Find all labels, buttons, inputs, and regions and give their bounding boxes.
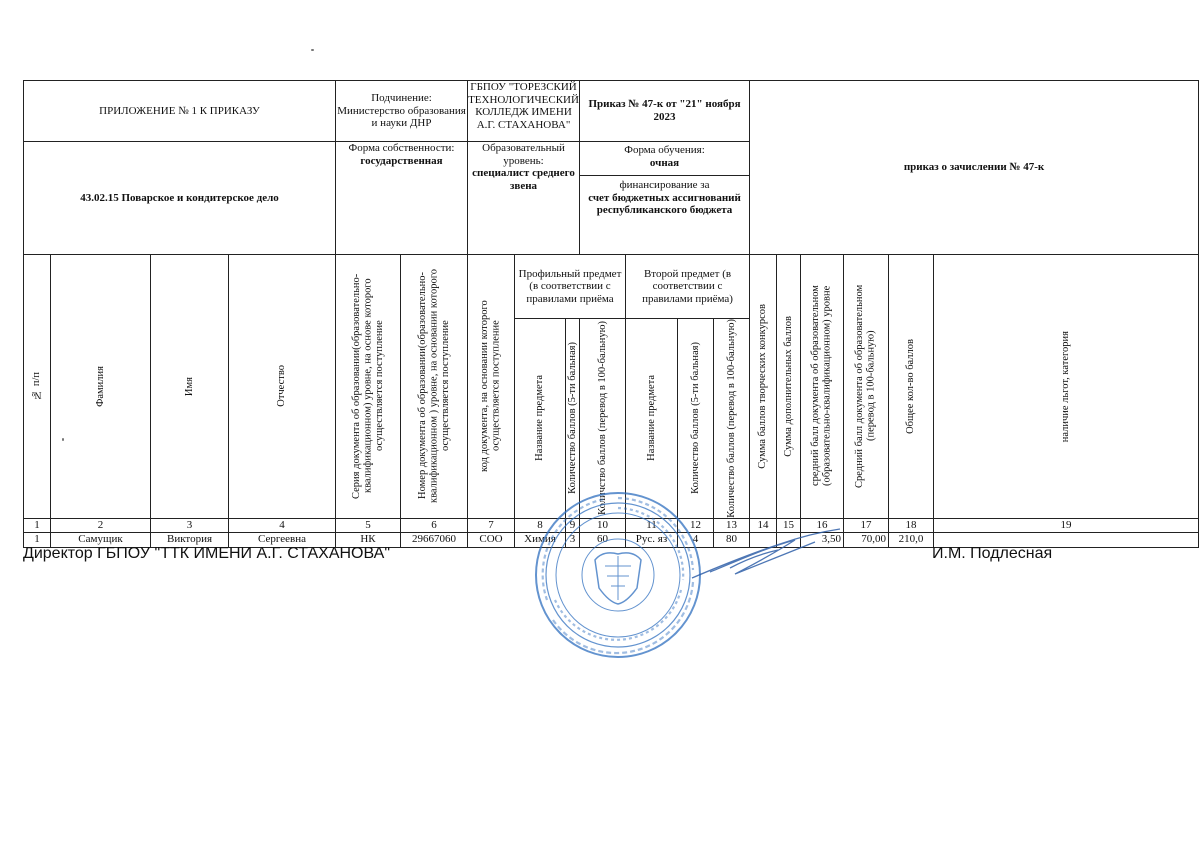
col-number: 13 [714,518,750,532]
cell-patronymic: Сергеевна [229,532,336,547]
col-avg-doc-100-label: Средний балл документа об образовательном (перевод в 100-бальную) [854,284,878,488]
level-value: специалист среднего звена [472,167,575,192]
official-stamp [533,490,703,660]
col-number: 9 [566,518,580,532]
financing-label: финансирование за [619,179,710,191]
director-name: И.М. Подлесная [932,545,1053,562]
level-label: Образовательный уровень: [482,142,565,167]
study-form-block [580,142,749,176]
col-avg-doc-label: средний балл документа об образовательном (образовательно-квалификационном) уровне [810,285,834,487]
col-number: 16 [801,518,844,532]
director-title: Директор ГБПОУ "ТТК ИМЕНИ А.Г. СТАХАНОВА" [23,545,390,562]
cell-score5: 3 [566,532,580,547]
col-creative-sum-header [750,255,777,519]
col-privileges-label: наличие льгот, категория [1060,330,1072,442]
col-total-label: Общее кол-во баллов [905,338,917,434]
col-extra-sum-header [777,255,801,519]
cell-avg-doc: 3,50 [801,532,844,547]
col-number: 19 [934,518,1199,532]
level-cell [468,142,580,255]
study-form-value: очная [649,156,680,169]
col-patronymic-header [229,255,336,519]
study-form-label: Форма обучения: [624,144,705,156]
appendix-title: ПРИЛОЖЕНИЕ № 1 К ПРИКАЗУ [24,81,336,142]
subordination-cell [336,81,468,142]
col-privileges-header [934,255,1199,519]
enrollment-table [23,80,1199,548]
col-number: 1 [24,518,51,532]
ownership-cell [336,142,468,255]
col-num-label: № п/п [31,372,43,401]
enrollment-order: приказ о зачислении № 47-к [750,81,1199,255]
cell-avg-doc-100: 70,00 [844,532,889,547]
col-avg-doc-header [801,255,844,519]
col-score5-header [566,319,580,519]
col-score100-2-header [714,319,750,519]
financing-value: счет бюджетных ассигнований республиканского бюджета [588,191,741,217]
col-creative-sum-label: Сумма баллов творческих конкурсов [757,304,769,469]
cell-total: 210,0 [889,532,934,547]
col-number: 15 [777,518,801,532]
col-name-label: Имя [183,376,195,396]
cell-subject1: Химия [515,532,566,547]
ownership-value: государственная [360,154,443,167]
col-doc-number-header [401,255,468,519]
cell-doc-number: 29667060 [401,532,468,547]
cell-name: Виктория [151,532,229,547]
col-number: 18 [889,518,934,532]
col-number: 14 [750,518,777,532]
col-number: 2 [51,518,151,532]
col-number: 3 [151,518,229,532]
col-number: 12 [678,518,714,532]
col-subject1-header [515,319,566,519]
col-number: 17 [844,518,889,532]
col-score100-2-label: Количество баллов (перевод в 100-бальную) [725,319,737,518]
col-avg-doc-100-header [844,255,889,519]
col-subject2-header [626,319,678,519]
col-total-header [889,255,934,519]
scan-speck [311,49,314,51]
col-extra-sum-label: Сумма дополнительных баллов [782,315,794,457]
col-subject1-label: Название предмета [534,375,546,462]
second-subject-group: Второй предмет (в соответствии с правилами приёма) [626,255,750,319]
cell-doc-code: СОО [468,532,515,547]
col-doc-code-header [468,255,515,519]
col-score5-label: Количество баллов (5-ти бальная) [566,342,578,495]
col-surname-label: Фамилия [94,365,106,407]
cell-doc-series: НК [336,532,401,547]
col-score100-header [580,319,626,519]
subordination-value: Министерство образования и науки ДНР [337,104,466,130]
cell-score100: 60 [580,532,626,547]
col-doc-number-label: Номер документа об образовании(образовательно-квалификационном ) уровне, на основании которого осуществляется поступление [416,269,451,504]
specialty: 43.02.15 Поварское и кондитерское дело [24,142,336,255]
col-score100-label: Количство баллов (перевод в 100-бальную) [596,321,608,516]
institution-name: ГБПОУ "ТОРЕЗСКИЙ ТЕХНОЛОГИЧЕСКИЙ КОЛЛЕДЖ ИМЕНИ А.Г. СТАХАНОВА" [468,81,580,142]
cell-score5-2: 4 [678,532,714,547]
cell-surname: Самущик [51,532,151,547]
col-num-header [24,255,51,519]
col-surname-header [51,255,151,519]
col-patronymic-label: Отчество [276,365,288,408]
col-score5-2-label: Количество баллов (5-ти бальная) [689,342,701,495]
col-number: 5 [336,518,401,532]
col-name-header [151,255,229,519]
ownership-label: Форма собственности: [348,142,455,154]
cell-score100-2: 80 [714,532,750,547]
order-number: Приказ № 47-к от "21" ноября 2023 [580,81,750,142]
cell-num: 1 [24,532,51,547]
study-form-cell [580,142,750,255]
col-doc-code-label: код документа, на основании которого осуществляется поступление [479,300,502,473]
profile-subject-group: Профильный предмет (в соответствии с правилами приёма [515,255,626,319]
col-number: 4 [229,518,336,532]
col-number: 7 [468,518,515,532]
col-subject2-label: Название предмета [645,375,657,462]
col-number: 6 [401,518,468,532]
col-number: 11 [626,518,678,532]
col-number: 10 [580,518,626,532]
col-score5-2-header [678,319,714,519]
col-doc-series-header [336,255,401,519]
cell-subject2: Рус. яз [626,532,678,547]
col-number: 8 [515,518,566,532]
subordination-label: Подчинение: [371,92,432,105]
financing-block [580,176,749,254]
col-doc-series-label: Серия документа об образовании(образовательно-квалификационном) уровне, на основе которого осуществляется поступление [350,273,385,499]
signature [690,526,850,586]
